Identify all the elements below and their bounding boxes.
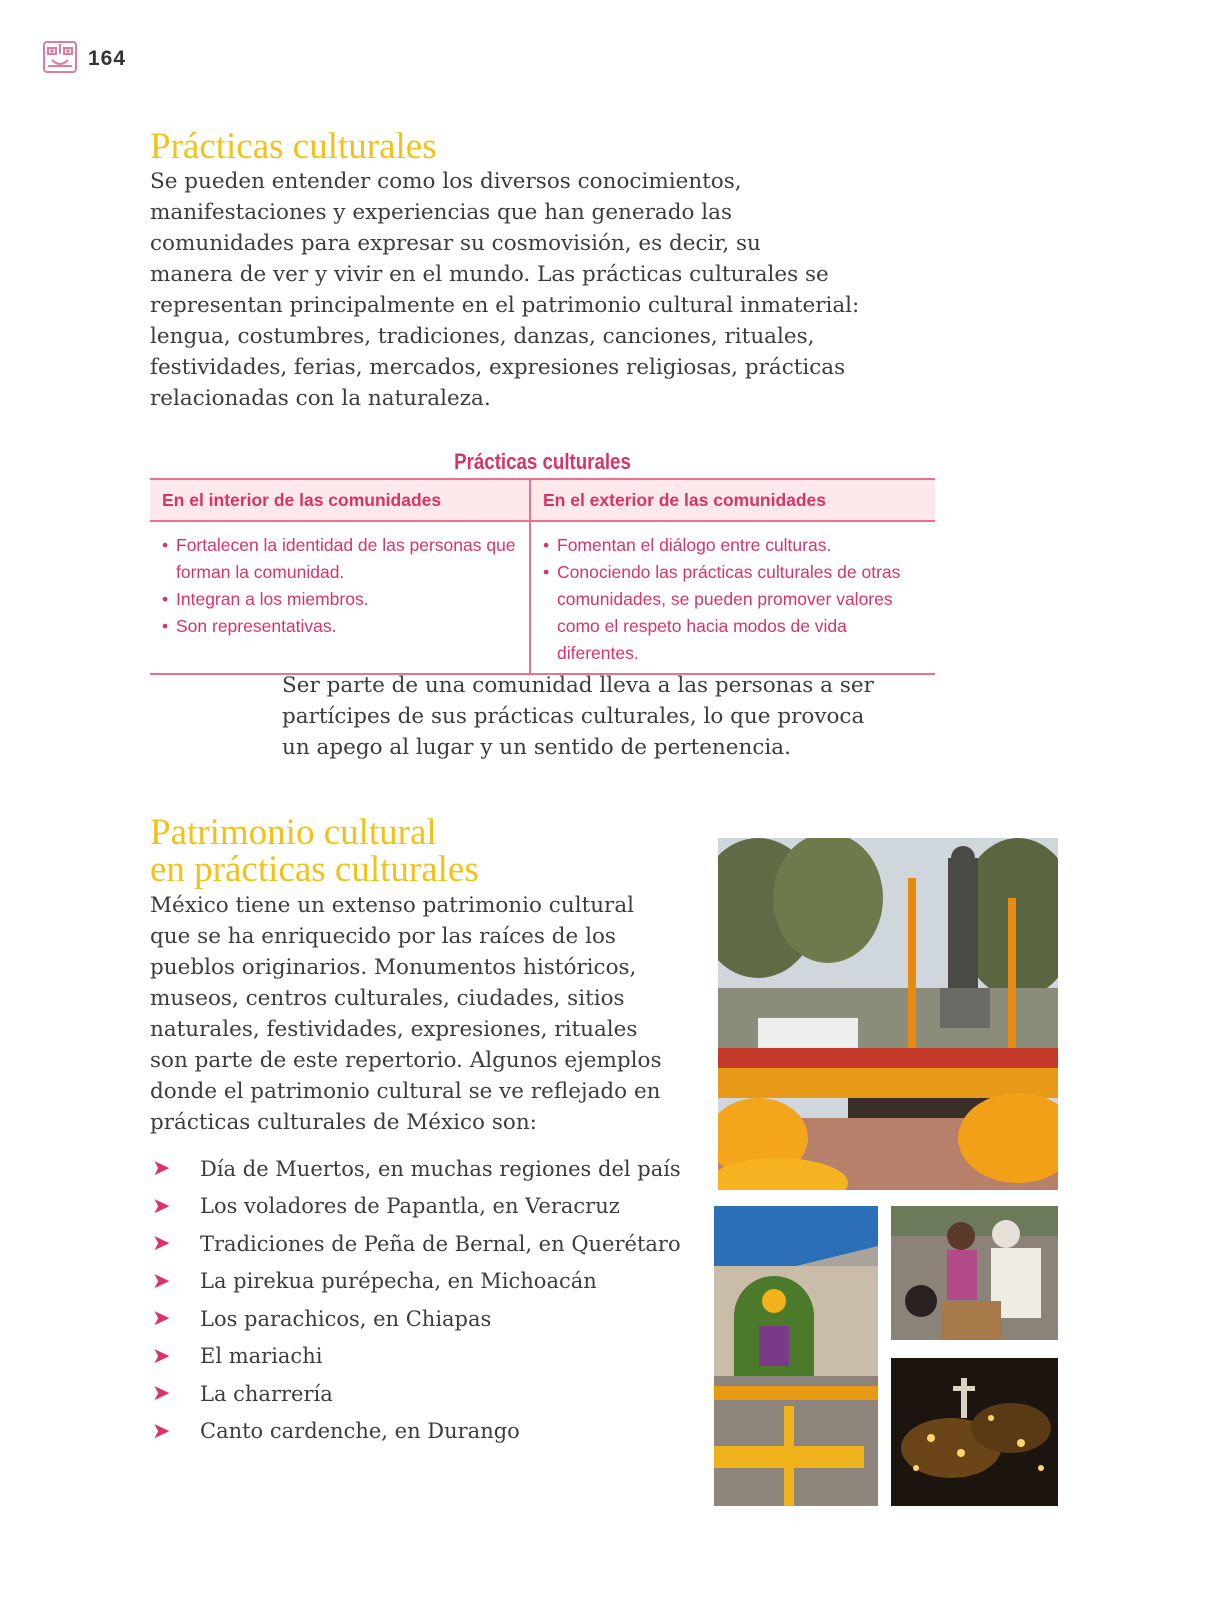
list-item: ➤ Día de Muertos, en muchas regiones del país xyxy=(152,1156,681,1182)
paragraph-line: manifestaciones y experiencias que han generado las xyxy=(150,200,732,225)
section-title-practicas: Prácticas culturales xyxy=(150,126,437,167)
paragraph-line: naturales, festividades, expresiones, rituales xyxy=(150,1017,638,1042)
section-paragraph-practicas xyxy=(150,166,920,414)
list-item: • Conociendo las prácticas culturales de otras comunidades, se pueden promover valores como el respeto hacia modos de vida diferentes. xyxy=(543,559,923,667)
paragraph-line: partícipes de sus prácticas culturales, lo que provoca xyxy=(282,704,865,729)
page-number: 164 xyxy=(88,47,127,70)
paragraph-line: lengua, costumbres, tradiciones, danzas, canciones, rituales, xyxy=(150,324,815,349)
chevron-right-icon: ➤ xyxy=(152,1231,171,1257)
paragraph-line: festividades, ferias, mercados, expresiones religiosas, prácticas xyxy=(150,355,846,380)
closing-paragraph xyxy=(282,670,932,763)
list-item: ➤ La charrería xyxy=(152,1381,333,1407)
paragraph-line: museos, centros culturales, ciudades, sitios xyxy=(150,986,625,1011)
photo-altar-statue xyxy=(718,838,1058,1190)
photo-flower-arch xyxy=(714,1206,878,1506)
pre-hispanic-glyph-icon xyxy=(42,40,78,78)
list-item: ➤ Los voladores de Papantla, en Veracruz xyxy=(152,1193,620,1219)
paragraph-line: Se pueden entender como los diversos conocimientos, xyxy=(150,169,742,194)
title-line: Patrimonio cultural xyxy=(150,812,437,853)
chevron-right-icon: ➤ xyxy=(152,1306,171,1332)
section-title-patrimonio xyxy=(150,814,479,888)
table-cell-exterior xyxy=(530,521,935,674)
list-item: ➤ El mariachi xyxy=(152,1343,323,1369)
list-item: ➤ Tradiciones de Peña de Bernal, en Querétaro xyxy=(152,1231,681,1257)
list-item: ➤ La pirekua purépecha, en Michoacán xyxy=(152,1268,597,1294)
paragraph-line: manera de ver y vivir en el mundo. Las prácticas culturales se xyxy=(150,262,829,287)
practices-table-block xyxy=(150,448,935,675)
list-item: • Fortalecen la identidad de las personas que forman la comunidad. xyxy=(162,532,517,586)
paragraph-line: México tiene un extenso patrimonio cultural xyxy=(150,893,635,918)
table-cell-interior xyxy=(150,521,530,674)
paragraph-line: Ser parte de una comunidad lleva a las personas a ser xyxy=(282,673,874,698)
table-title: Prácticas culturales xyxy=(454,449,631,474)
practices-table xyxy=(150,478,935,675)
list-item: ➤ Canto cardenche, en Durango xyxy=(152,1418,520,1444)
chevron-right-icon: ➤ xyxy=(152,1268,171,1294)
chevron-right-icon: ➤ xyxy=(152,1381,171,1407)
paragraph-line: donde el patrimonio cultural se ve reflejado en xyxy=(150,1079,661,1104)
paragraph-line: un apego al lugar y un sentido de pertenencia. xyxy=(282,735,791,760)
paragraph-line: representan principalmente en el patrimonio cultural inmaterial: xyxy=(150,293,860,318)
paragraph-line: son parte de este repertorio. Algunos ejemplos xyxy=(150,1048,662,1073)
chevron-right-icon: ➤ xyxy=(152,1418,171,1444)
chevron-right-icon: ➤ xyxy=(152,1156,171,1182)
title-line: en prácticas culturales xyxy=(150,849,479,890)
chevron-right-icon: ➤ xyxy=(152,1193,171,1219)
photo-people-offering xyxy=(891,1206,1058,1340)
table-header-exterior: En el exterior de las comunidades xyxy=(530,479,935,521)
section-paragraph-patrimonio xyxy=(150,890,690,1138)
paragraph-line: prácticas culturales de México son: xyxy=(150,1110,537,1135)
paragraph-line: relacionadas con la naturaleza. xyxy=(150,386,491,411)
paragraph-line: pueblos originarios. Monumentos históricos, xyxy=(150,955,637,980)
page-header xyxy=(42,40,126,78)
chevron-right-icon: ➤ xyxy=(152,1343,171,1369)
list-item: • Son representativas. xyxy=(162,613,517,640)
list-item: ➤ Los parachicos, en Chiapas xyxy=(152,1306,492,1332)
list-item: • Integran a los miembros. xyxy=(162,586,517,613)
paragraph-line: que se ha enriquecido por las raíces de los xyxy=(150,924,616,949)
paragraph-line: comunidades para expresar su cosmovisión, es decir, su xyxy=(150,231,761,256)
list-item: • Fomentan el diálogo entre culturas. xyxy=(543,532,923,559)
table-header-interior: En el interior de las comunidades xyxy=(150,479,530,521)
photo-candles-night xyxy=(891,1358,1058,1506)
examples-list xyxy=(152,1150,681,1450)
